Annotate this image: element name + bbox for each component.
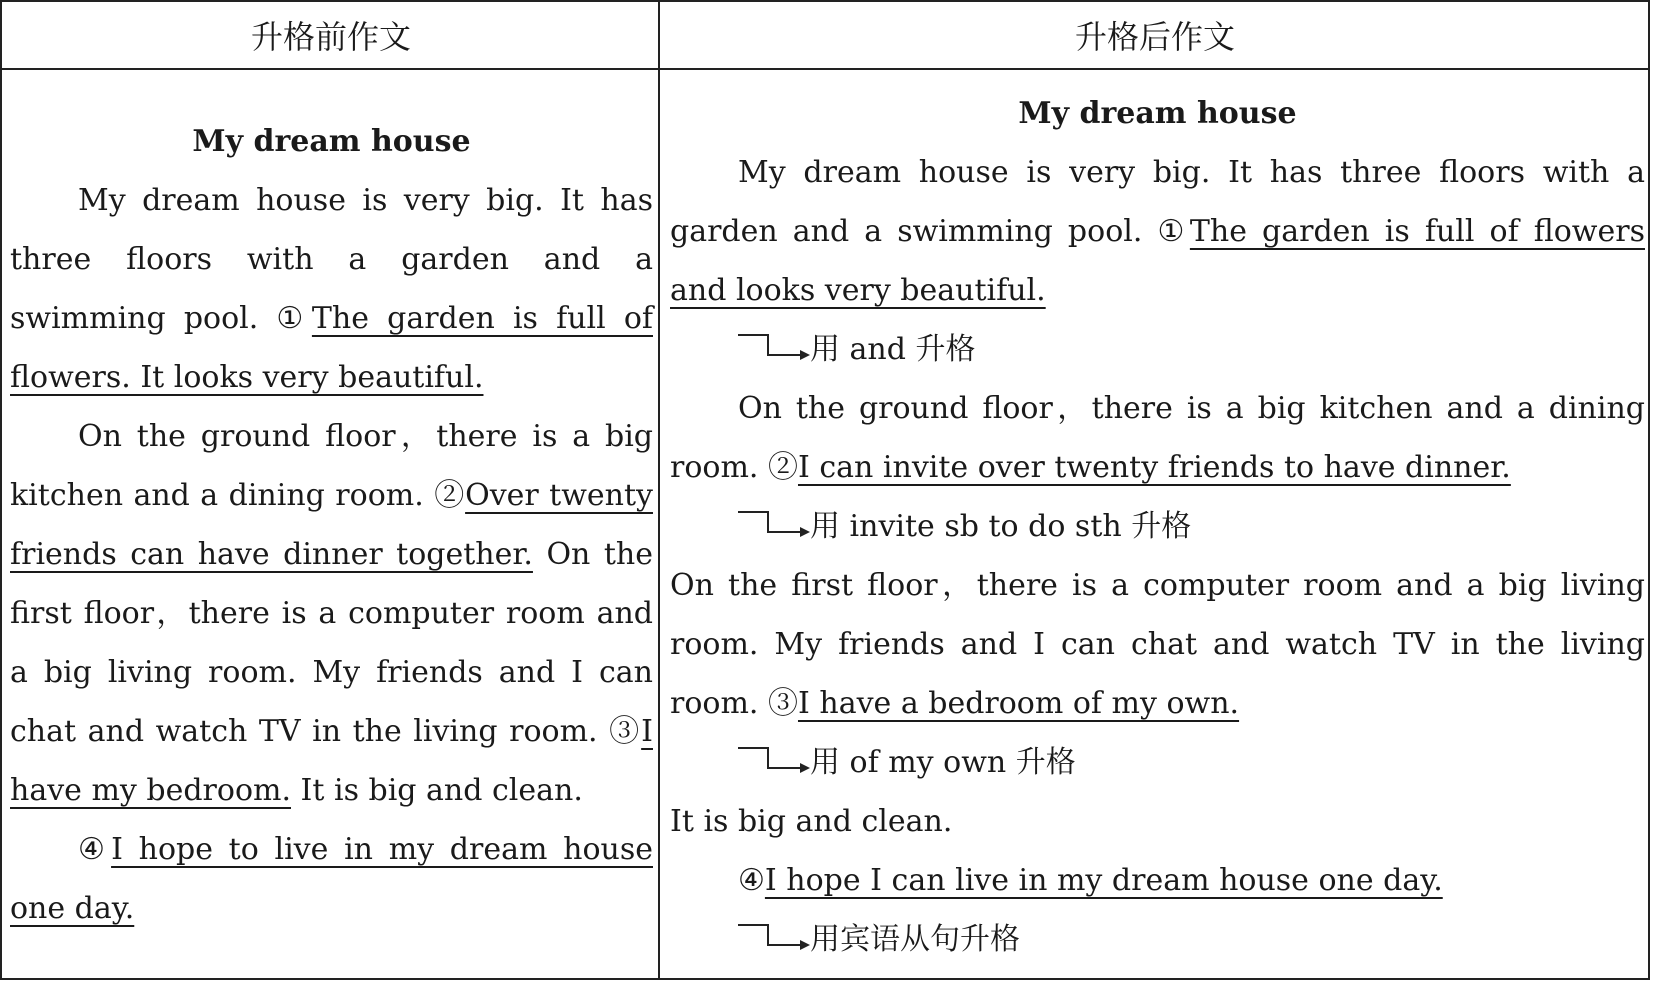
upgrade-note-4: 用宾语从句升格: [670, 910, 1645, 969]
after-paragraph-2: On the ground floor，there is a big kitchen and a dining room. ②I can invite over twenty friends to have dinner.: [670, 391, 1645, 485]
elbow-arrow-icon: [738, 913, 810, 953]
after-highlight-1: The garden is full of flowers and looks very beautiful.: [670, 214, 1645, 308]
upgrade-note-3: 用 of my own 升格: [670, 733, 1645, 792]
before-title: My dream house: [192, 124, 471, 159]
elbow-arrow-icon: [738, 736, 810, 776]
after-essay: [670, 84, 1645, 969]
before-paragraph-2: On the ground floor，there is a big kitchen and a dining room. ②Over twenty friends can have dinner together. On the first floor，there is a computer room and a big living room. My friends and I can chat and watch TV in the living room. ③I have my bedroom. It is big and clean.: [10, 419, 653, 808]
after-highlight-3: I have a bedroom of my own.: [797, 686, 1240, 721]
after-paragraph-1: My dream house is very big. It has three floors with a garden and a swimming pool. ①The garden is full of flowers and looks very beautiful.: [670, 155, 1645, 308]
after-highlight-4: I hope I can live in my dream house one day.: [764, 863, 1443, 898]
before-highlight-3: I have my bedroom.: [10, 714, 653, 808]
before-highlight-1: The garden is full of flowers. It looks very beautiful.: [10, 301, 653, 395]
before-highlight-2: Over twenty friends can have dinner together.: [10, 478, 653, 572]
header-before: 升格前作文: [2, 2, 660, 70]
after-title: My dream house: [1018, 96, 1297, 131]
upgrade-note-2: 用 invite sb to do sth 升格: [670, 497, 1645, 556]
before-paragraph-1: My dream house is very big. It has three floors with a garden and a swimming pool. ①The garden is full of flowers. It looks very beautiful.: [10, 183, 653, 395]
after-highlight-2: I can invite over twenty friends to have dinner.: [797, 450, 1511, 485]
header-after: 升格后作文: [660, 2, 1650, 70]
elbow-arrow-icon: [738, 500, 810, 540]
after-paragraph-3: On the first floor，there is a computer room and a big living room. My friends and I can chat and watch TV in the living room. ③I have a bedroom of my own.: [670, 568, 1645, 721]
before-paragraph-3: ④I hope to live in my dream house one day.: [10, 832, 653, 926]
elbow-arrow-icon: [738, 323, 810, 363]
after-paragraph-4: It is big and clean.: [670, 804, 953, 839]
column-divider: [658, 2, 660, 980]
before-highlight-4: I hope to live in my dream house one day.: [10, 832, 653, 926]
upgrade-note-1: 用 and 升格: [670, 320, 1645, 379]
before-essay: [10, 112, 653, 938]
after-paragraph-5: ④I hope I can live in my dream house one day.: [738, 863, 1443, 898]
